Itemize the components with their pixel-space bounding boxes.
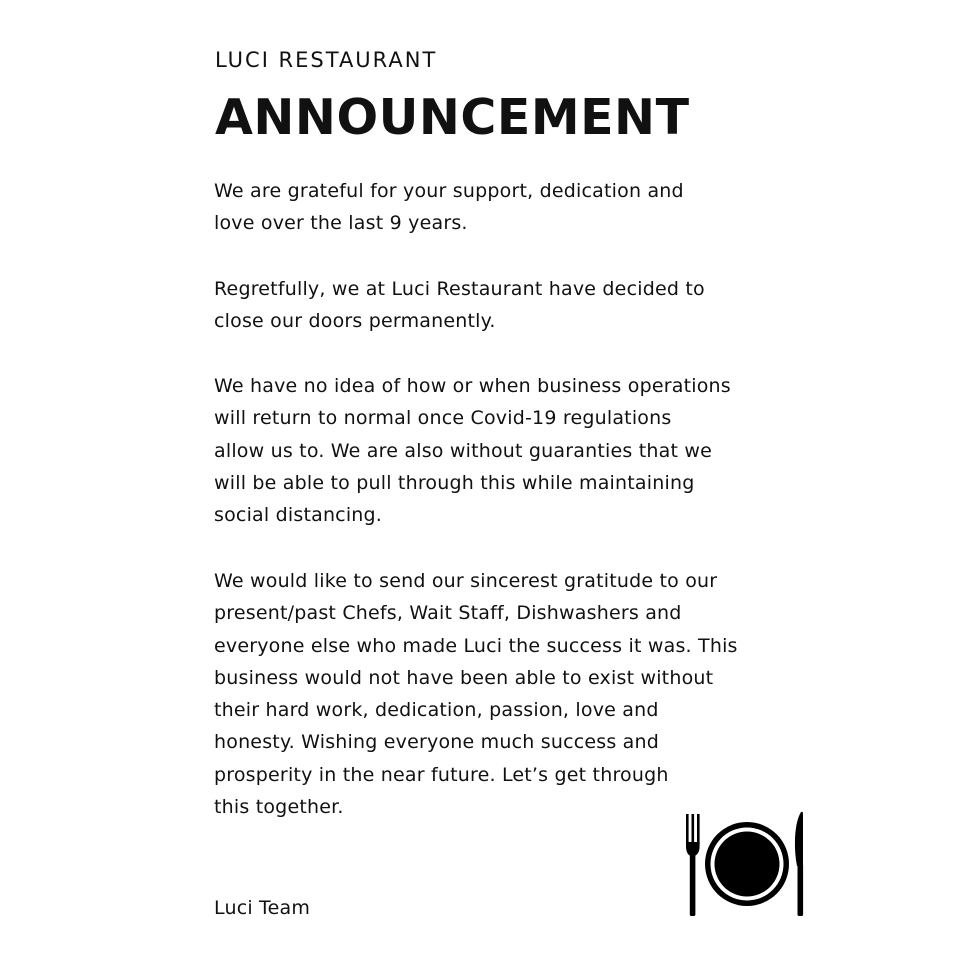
knife-icon <box>795 812 803 916</box>
paragraph-line: everyone else who made Luci the success it was. This <box>214 634 738 657</box>
fork-plate-knife-icon <box>683 810 815 918</box>
plate-icon <box>705 822 789 906</box>
paragraph-line: present/past Chefs, Wait Staff, Dishwashers and <box>214 602 682 625</box>
paragraph-line: We are grateful for your support, dedication and <box>214 180 684 202</box>
paragraph-line: close our doors permanently. <box>214 310 496 333</box>
fork-icon <box>686 814 700 916</box>
paragraph-line: Regretfully, we at Luci Restaurant have decided to <box>214 278 705 300</box>
paragraph-line: business would not have been able to exist without <box>214 666 714 689</box>
paragraph-line: will be able to pull through this while maintaining <box>214 471 695 494</box>
signature: Luci Team <box>214 897 311 919</box>
paragraph-line: social distancing. <box>214 504 383 527</box>
paragraph-line: We would like to send our sincerest gratitude to our <box>214 570 718 592</box>
paragraph-line: love over the last 9 years. <box>214 212 468 235</box>
restaurant-name: LUCI RESTAURANT <box>215 48 438 72</box>
page-title: ANNOUNCEMENT <box>215 89 690 146</box>
paragraph-line: prosperity in the near future. Let’s get through <box>214 763 669 786</box>
paragraph-line: We have no idea of how or when business operations <box>214 375 731 397</box>
paragraph-line: honesty. Wishing everyone much success and <box>214 731 660 754</box>
paragraph-line: will return to normal once Covid-19 regulations <box>214 407 672 430</box>
paragraph-line: this together. <box>214 796 344 819</box>
paragraph-uncertainty <box>214 370 774 531</box>
paragraph-thanks <box>214 565 774 823</box>
paragraph-line: allow us to. We are also without guaranties that we <box>214 439 712 462</box>
paragraph-closure <box>214 273 774 338</box>
paragraph-line: their hard work, dedication, passion, love and <box>214 699 659 722</box>
paragraph-gratitude <box>214 175 774 240</box>
